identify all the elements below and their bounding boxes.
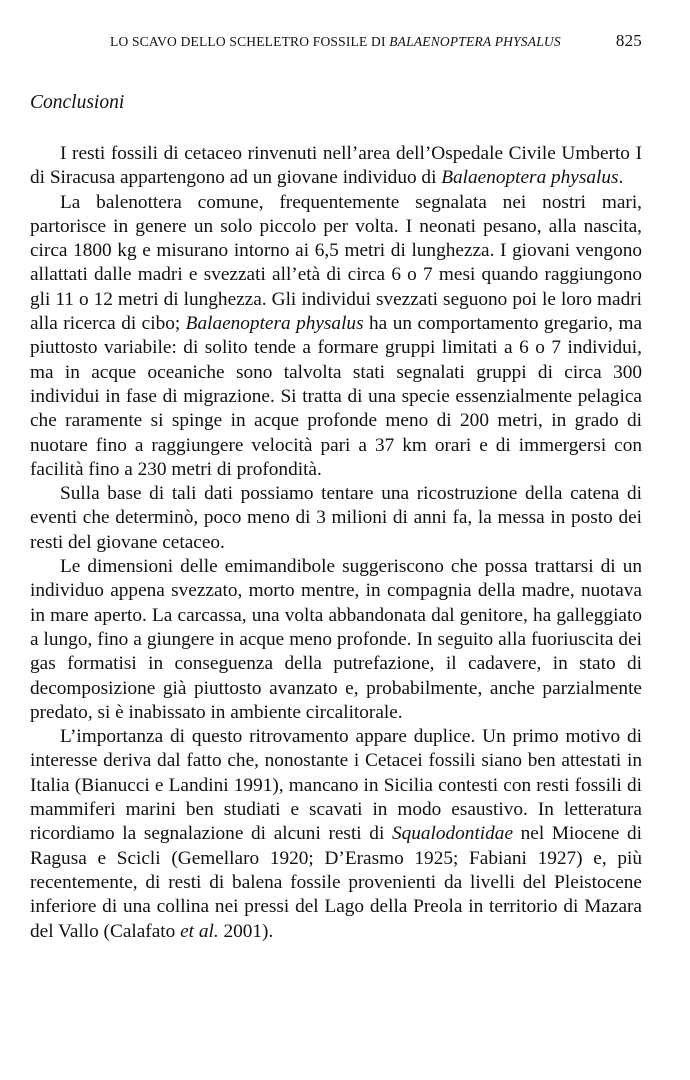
italic-text: Balaenoptera physalus — [441, 167, 619, 189]
section-title: Conclusioni — [30, 92, 125, 113]
paragraph — [30, 482, 642, 555]
text-run: Sulla base di tali dati possiamo tentare una ricostruzione della catena di eventi che determinò, poco meno di 3 milioni di anni fa, la messa in posto dei resti del giovane cetaceo. — [30, 483, 642, 553]
paragraph — [30, 555, 642, 725]
text-run: 2001). — [218, 920, 274, 942]
text-run: La balenottera comune, frequentemente segnalata nei nostri mari, partorisce in genere un solo piccolo per volta. I neonati pesano, alla nascita, circa 1800 kg e misurano intorno ai 6,5 metri di lunghezza. I giovani vengono allattati dalle madri e svezzati all’età di circa 6 o 7 mesi quando raggiungono gli 11 o 12 metri di lunghezza. Gli individui svezzati seguono poi le loro madri alla ricerca di cibo; — [30, 191, 642, 335]
text-run: L’importanza di questo ritrovamento appare duplice. Un primo motivo di interesse deriva dal fatto che, nonostante i Cetacei fossili siano ben attestati in Italia (Bianucci e Landini 1991), mancano in Sicilia contesti con resti fossili di mammiferi marini ben studiati e scavati in modo esaustivo. In letteratura ricordiamo la segnalazione di alcuni resti di — [30, 726, 642, 845]
text-run: ha un comportamento gregario, ma piuttosto variabile: di solito tende a formare gruppi limitati a 6 o 7 individui, ma in acque oceaniche sono talvolta stati segnalati gruppi di circa 300 individui in fase di migrazione. Si tratta di una specie essenzialmente pelagica che raramente si spinge in acque profonde meno di 200 metri, in grado di nuotare fino a raggiungere velocità pari a 37 km orari e di immergersi con facilità fino a 230 metri di profondità. — [30, 313, 642, 480]
running-head-title — [110, 34, 561, 50]
document-page — [30, 30, 642, 944]
text-run: . — [618, 167, 624, 189]
paragraph — [30, 725, 642, 944]
text-run: nel Miocene di Ragusa e Scicli (Gemellaro 1920; D’Erasmo 1925; Fabiani 1927) e, più recentemente, di resti di balena fossile provenienti da livelli del Pleistocene inferiore di una collina nei pressi del Lago della Preola in territorio di Mazara del Vallo (Calafato — [30, 823, 642, 942]
paragraph — [30, 191, 642, 483]
italic-text: et al. — [180, 920, 219, 942]
italic-text: Balaenoptera physalus — [185, 313, 364, 335]
running-head-title-italic: BALAENOPTERA PHYSALUS — [389, 34, 561, 49]
text-run: Le dimensioni delle emimandibole suggeriscono che possa trattarsi di un individuo appena svezzato, morto mentre, in compagnia della madre, nuotava in mare aperto. La carcassa, una volta abbandonata dal genitore, ha galleggiato a lungo, fino a giungere in acque meno profonde. In seguito alla fuoriuscita dei gas formatisi in conseguenza della putrefazione, il cadavere, in stato di decomposizione già piuttosto avanzato e, probabilmente, anche parzialmente predato, si è inabissato in ambiente circalitorale. — [30, 556, 642, 723]
text-run: I resti fossili di cetaceo rinvenuti nell’area dell’Ospedale Civile Umberto I di Siracusa appartengono ad un giovane individuo di — [30, 143, 642, 189]
page-number: 825 — [615, 31, 642, 50]
body-text — [30, 142, 642, 944]
running-head-title-plain: LO SCAVO DELLO SCHELETRO FOSSILE DI — [110, 34, 390, 49]
italic-text: Squalodontidae — [391, 823, 514, 845]
paragraph — [30, 142, 642, 191]
running-head — [30, 30, 642, 54]
